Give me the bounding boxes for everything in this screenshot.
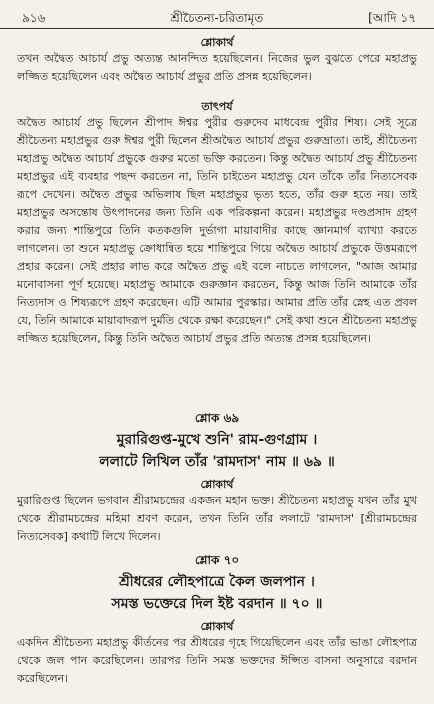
verse-69-line-2: ললাটে লিখিল তাঁর 'রামদাস' নাম ॥ ৬৯ ॥: [99, 454, 335, 470]
translation-text-1: তখন অদ্বৈত আচার্য প্রভু অত্যন্ত আনন্দিত হয়েছিলেন। নিজের ভুল বুঝতে পেরে মহাপ্রভু লজ্জিত হয়েছিলেন এবং অদ্বৈত আচার্য প্রভুর প্রতি প্রসন্ন হয়েছিলেন।: [17, 52, 417, 83]
section-marker: [আদি ১৭: [368, 11, 416, 25]
verse-70-line-1: শ্রীধরের লৌহপাত্রে কৈল জলপান ।: [119, 574, 315, 590]
translation-text-69: মুরারিগুপ্ত ছিলেন ভগবান শ্রীরামচন্দ্রের একজন মহান ভক্ত। শ্রীচৈতন্য মহাপ্রভু যখন তাঁর মুখ থেকে শ্রীরামচন্দ্রের মহিমা শ্রবণ করেন, তখন তিনি তাঁর ললাটে 'রামদাস' [শ্রীরামচন্দ্রের নিত্যসেবক] কথাটি লিখে দিলেন।: [17, 494, 417, 543]
verse-69-number: শ্লোক ৬৯: [194, 411, 240, 425]
verse-70-number: শ্লোক ৭০: [194, 553, 240, 567]
translation-heading-1: শ্লোকার্থ: [200, 36, 234, 49]
page-header: [0, 6, 434, 29]
translation-heading-69: শ্লোকার্থ: [200, 478, 234, 491]
translation-text-70: একদিন শ্রীচৈতন্য মহাপ্রভু কীর্তনের পর শ্রীধরের গৃহে গিয়েছিলেন এবং তাঁর ভাঙা লৌহপাত্র থেকে জল পান করেছিলেন। তারপর তিনি সমস্ত ভক্তদের ঈপ্সিত বাসনা অনুসারে বরদান করেছিলেন।: [17, 636, 417, 685]
verse-69-line-1: মুরারিগুপ্ত-মুখে শুনি' রাম-গুণগ্রাম ।: [116, 432, 318, 448]
running-title: শ্রীচৈতন্য-চরিতামৃত: [170, 11, 264, 25]
purport-text: অদ্বৈত আচার্য প্রভু ছিলেন শ্রীপাদ ঈশ্বর পুরীর গুরুদেব মাধবেন্দ্র পুরীর শিষ্য। সেই সূত্রে শ্রীচৈতন্য মহাপ্রভুর গুরু ঈশ্বর পুরী ছিলেন শ্রীঅদ্বৈত আচার্য প্রভুর গুরুভ্রাতা। তাই, শ্রীচৈতন্য মহাপ্রভু অদ্বৈত আচার্য প্রভুকে গুরুর মতো ভক্তি করতেন। কিন্তু অদ্বৈত আচার্য প্রভু শ্রীচৈতন্য মহাপ্রভুর এই ব্যবহার পছন্দ করতেন না, তিনি চাইতেন মহাপ্রভু যেন তাঁকে তাঁর নিত্যসেবক রূপে দেখেন। অদ্বৈত প্রভুর অভিলাষ ছিল মহাপ্রভুর ভৃত্য হতে, তাঁর গুরু হতে নয়। তাই মহাপ্রভুর অসন্তোষ উৎপাদনের জন্য তিনি এক পরিকল্পনা করেন। মহাপ্রভুর দণ্ডপ্রসাদ গ্রহণ করার জন্য শান্তিপুরে তিনি কতকগুলি দুর্ভাগা মায়াবাদীর কাছে জ্ঞানমার্গ ব্যাখ্যা করতে লাগলেন। তা শুনে মহাপ্রভু ক্রোধান্বিত হয়ে শান্তিপুরে গিয়ে অদ্বৈত আচার্য প্রভুকে উত্তমরূপে প্রহার করেন। সেই প্রহার লাভ করে অদ্বৈত প্রভু এই বলে নাচতে লাগলেন, "আজ আমার মনোবাসনা পূর্ণ হয়েছে। মহাপ্রভু আমাকে গুরুজ্ঞান করতেন, কিন্তু আজ তিনি আমাকে তাঁর নিত্যদাস ও শিষ্যরূপে গ্রহণ করেছেন। এটি আমার পুরস্কার। আমার প্রতি তাঁর স্নেহ এত প্রবল যে, তিনি আমাকে মায়াবাদরূপ দুর্মতি থেকে রক্ষা করেছেন।" সেই কথা শুনে শ্রীচৈতন্য মহাপ্রভু লজ্জিত হয়েছিলেন, কিন্তু তিনি অদ্বৈত আচার্য প্রভুর প্রতি অত্যন্ত প্রসন্ন হয়েছিলেন।: [17, 116, 417, 345]
purport-heading: তাৎপর্য: [201, 100, 233, 113]
page-number: ৯১৬: [22, 11, 46, 25]
verse-70-line-2: সমস্ত ভক্তেরে দিল ইষ্ট বরদান ॥ ৭০ ॥: [111, 596, 323, 612]
translation-heading-70: শ্লোকার্থ: [200, 620, 234, 633]
